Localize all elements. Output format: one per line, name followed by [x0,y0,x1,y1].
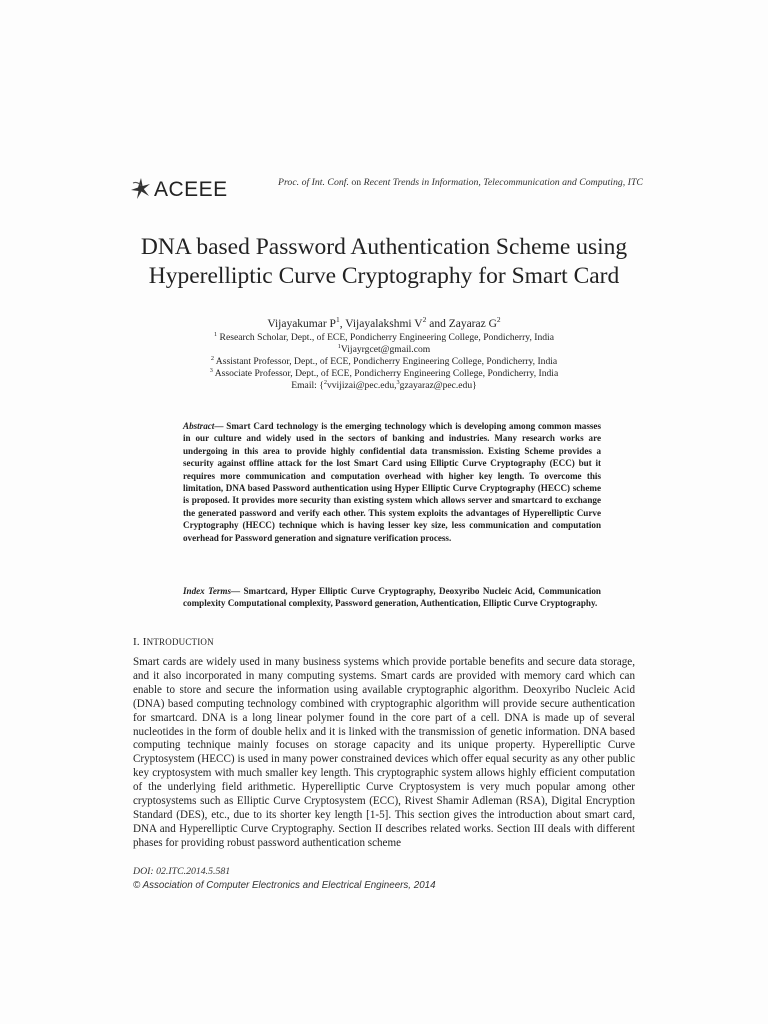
title-line-1: DNA based Password Authentication Scheme using [140,234,628,260]
affiliation-3 [140,368,628,379]
proceedings-line [278,177,643,188]
email-1-text: Vijayrgcet@gmail.com [340,344,431,355]
paper-title [60,233,708,291]
introduction-body: Smart cards are widely used in many business systems which provide portable benefits and secure data storage, and it also incorporated in many computing systems. Smart cards are provided with memory card which can enable to store and secure the information using available cryptographic algorithm. Deoxyribo Nucleic Acid (DNA) based computing technology combined with cryptographic algorithm will provide secure authentication for smartcard. DNA is a long linear polymer found in the core part of a cell. DNA is made up of several nucleotides in the form of double helix and it is linked with the transmission of genetic information. DNA based computing technique mainly focuses on storage capacity and its unique property. Hyperelliptic Curve Cryptosystem (HECC) is used in many power constrained devices which offer equal security as any other public key cryptosystem with much smaller key length. This cryptographic system allows highly efficient computation of the underlying field arithmetic. Hyperelliptic Curve Cryptosystem is very much popular among other cryptosystems such as Elliptic Curve Cryptosystem (ECC), Rivest Shamir Adleman (RSA), Digital Encryption Standard (DES), etc., due to its shorter key length [1-5]. This section gives the introduction about smart card, DNA and Hyperelliptic Curve Cryptography. Section II describes related works. Section III deals with different phases for providing robust password authentication scheme [133,656,635,849]
email-prefix: Email: { [291,380,324,391]
abstract-label: Abstract [183,421,215,431]
email-line [140,380,628,391]
author-2-sup: 2 [422,315,427,325]
section-name: NTRODUCTION [146,637,214,647]
index-terms-label: Index Terms [183,586,232,596]
aff-3-sup: 3 [209,366,213,374]
aff-1-text: Research Scholar, Dept., of ECE, Pondicherry Engineering College, Pondicherry, India [217,332,554,343]
email-2-text: vvijizai@pec.edu, [326,380,397,391]
logo-text: ACEEE [154,177,228,201]
email-3-text: gzayaraz@pec.edu} [399,380,477,391]
proc-prefix: Proc. of Int. Conf. [278,177,349,188]
author-3: and Zayaraz G [426,318,497,330]
affiliation-2 [140,356,628,367]
aff-3-text: Associate Professor, Dept., of ECE, Pondicherry Engineering College, Pondicherry, India [212,368,559,379]
affiliation-1 [140,332,628,343]
proc-suffix: Recent Trends in Information, Telecommunication and Computing, ITC [363,177,643,188]
doi-line: DOI: 02.ITC.2014.5.581 [133,866,231,877]
proc-on: on [348,177,364,188]
aff-2-sup: 2 [210,354,214,362]
abstract-text: — Smart Card technology is the emerging technology which is developing among common masses in our culture and widely used in the sectors of banking and industries. Many research works are undergoing in this area to provide highly confidential data transmission. Existing Scheme provides a security against offline attack for the lost Smart Card using Elliptic Curve Cryptography (ECC) but it requires more communication and computation overhead with higher key length. To overcome this limitation, DNA based Password authentication using Hyper Elliptic Curve Cryptography (HECC) scheme is proposed. It provides more security than existing system which allows server and smartcard to exchange the generated password and verify each other. This system exploits the advantages of Hyperelliptic Curve Cryptography (HECC) technique which is having lesser key size, less communication and computation overhead for Password generation and signature verification process. [183,421,601,543]
aff-1-sup: 1 [214,330,218,338]
email-2-sup: 2 [323,378,327,386]
author-1-sup: 1 [335,315,340,325]
email-3-sup: 3 [396,378,400,386]
star-swirl-icon [130,177,152,201]
aff-2-text: Assistant Professor, Dept., of ECE, Pondicherry Engineering College, Pondicherry, India [213,356,558,367]
section-number: I. I [133,636,147,648]
index-terms [183,585,601,610]
copyright-line: © Association of Computer Electronics and Electrical Engineers, 2014 [133,880,436,891]
author-3-sup: 2 [496,315,501,325]
index-terms-text: — Smartcard, Hyper Elliptic Curve Cryptography, Deoxyribo Nucleic Acid, Communication complexity Computational complexity, Password generation, Authentication, Elliptic Curve Cryptography. [183,586,601,609]
section-heading [133,636,214,648]
author-list [140,317,628,331]
author-2: , Vijayalakshmi V [339,318,423,330]
conference-header [130,174,650,206]
email-1 [140,344,628,355]
email-1-sup: 1 [337,342,341,350]
aceee-logo [130,176,228,202]
title-line-2: Hyperelliptic Curve Cryptography for Smart Card [148,263,620,289]
abstract [183,420,601,544]
author-1: Vijayakumar P [267,318,336,330]
